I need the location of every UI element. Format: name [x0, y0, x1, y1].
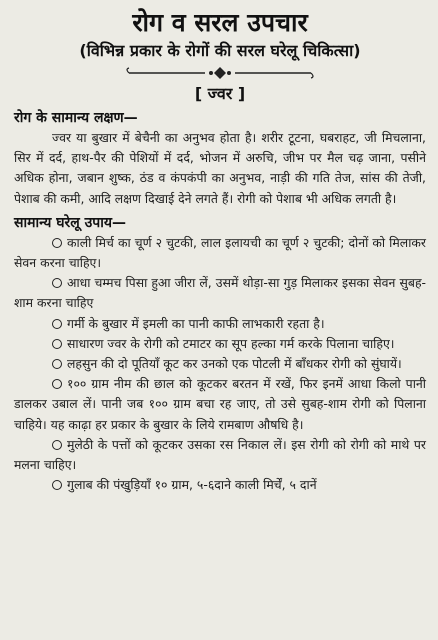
- remedy-text: मुलेठी के पत्तों को कूटकर उसका रस निकाल लें। इस रोगी को रोगी को माथे पर मलना चाहिए।: [14, 436, 426, 473]
- remedy-text: गर्मी के बुखार में इमली का पानी काफी लाभकारी रहता है।: [67, 315, 325, 331]
- section-name: ज्वर: [207, 84, 233, 103]
- remedy-item: [14, 233, 426, 273]
- page-subtitle: (विभिन्न प्रकार के रोगों की सरल घरेलू चिकित्सा): [79, 41, 361, 60]
- remedy-item: [14, 354, 426, 374]
- page-title: रोग व सरल उपचार: [132, 8, 308, 37]
- remedy-item: [14, 475, 426, 495]
- ornamental-divider-icon: [125, 66, 315, 80]
- remedy-item: [14, 334, 426, 354]
- section-close-bracket: ]: [237, 84, 246, 103]
- remedies-list: [14, 233, 426, 496]
- symptoms-paragraph: ज्वर या बुखार में बेचैनी का अनुभव होता है। शरीर टूटना, घबराहट, जी मिचलाना, सिर में दर्द, हाथ-पैर की पेशियों में दर्द, भोजन में अरुचि, जीभ पर मैल चढ़ जाना, पसीने अधिक होना, जबान शुष्क, ठंड व कंपकंपी का अनुभव, नाड़ी की गति तेज, सांस की तेजी, पेशाब की कमी, आदि लक्षण दिखाई देने लगते हैं। रोगी को पेशाब भी अधिक लगती है।: [14, 130, 426, 206]
- remedy-item: [14, 314, 426, 334]
- section-open-bracket: [: [194, 84, 203, 103]
- circle-bullet-icon: [52, 480, 62, 490]
- remedy-text: १०० ग्राम नीम की छाल को कूटकर बरतन में रखें, फिर इनमें आधा किलो पानी डालकर उबाल लें। पानी जब १०० ग्राम बचा रह जाए, तो उसे सुबह-शाम रोगी को पिलाना चाहिये। यह काढ़ा हर प्रकार के बुखार के लिये रामबाण औषधि है।: [14, 376, 426, 432]
- remedy-text: काली मिर्च का चूर्ण २ चुटकी, लाल इलायची का चूर्ण २ चुटकी; दोनों को मिलाकर सेवन करना चाहिए।: [14, 234, 426, 271]
- remedy-text: लहसुन की दो पूतियाँ कूट कर उनको एक पोटली में बाँधकर रोगी को सुंघायें।: [67, 356, 402, 372]
- circle-bullet-icon: [52, 238, 62, 248]
- remedy-text: साधारण ज्वर के रोगी को टमाटर का सूप हल्का गर्म करके पिलाना चाहिए।: [67, 335, 395, 351]
- remedy-text: आधा चम्मच पिसा हुआ जीरा लें, उसमें थोड़ा-सा गुड़ मिलाकर इसका सेवन सुबह-शाम करना चाहिए: [14, 275, 426, 311]
- circle-bullet-icon: [52, 319, 62, 329]
- symptoms-heading: रोग के सामान्य लक्षण—: [14, 110, 138, 126]
- section-title: [14, 84, 426, 104]
- circle-bullet-icon: [52, 278, 62, 288]
- remedies-heading: सामान्य घरेलू उपाय—: [14, 214, 126, 231]
- circle-bullet-icon: [52, 379, 62, 389]
- circle-bullet-icon: [52, 339, 62, 349]
- remedy-item: [14, 435, 426, 475]
- remedy-text: गुलाब की पंखुड़ियाँ १० ग्राम, ५-६दाने काली मिर्चें, ५ दानें: [67, 477, 317, 493]
- circle-bullet-icon: [52, 440, 62, 450]
- remedy-item: [14, 273, 426, 313]
- circle-bullet-icon: [52, 359, 62, 369]
- remedy-item: [14, 374, 426, 435]
